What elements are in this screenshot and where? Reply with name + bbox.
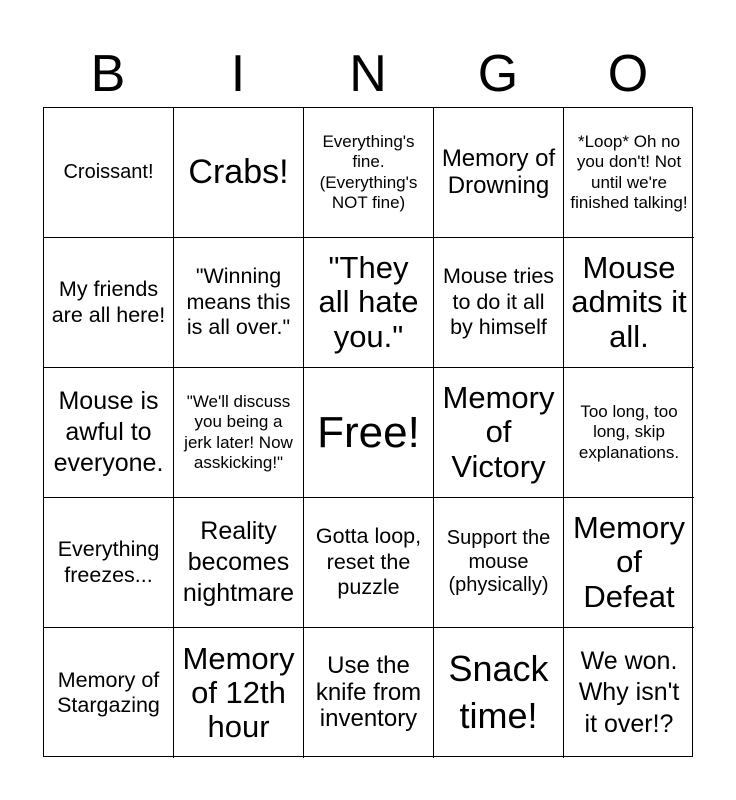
bingo-cell[interactable]: Crabs! bbox=[174, 108, 304, 238]
bingo-cell[interactable]: Gotta loop, reset the puzzle bbox=[304, 498, 434, 628]
header-letter-n: N bbox=[349, 45, 387, 103]
header-letter-o: O bbox=[607, 45, 649, 103]
bingo-cell[interactable]: Memory of Drowning bbox=[434, 108, 564, 238]
bingo-cell[interactable]: My friends are all here! bbox=[44, 238, 174, 368]
bingo-cell[interactable]: "Winning means this is all over." bbox=[174, 238, 304, 368]
bingo-cell[interactable]: "We'll discuss you being a jerk later! Now asskicking!" bbox=[174, 368, 304, 498]
bingo-cell[interactable]: Too long, too long, skip explanations. bbox=[564, 368, 694, 498]
bingo-cell[interactable]: Mouse admits it all. bbox=[564, 238, 694, 368]
bingo-cell[interactable]: Everything freezes... bbox=[44, 498, 174, 628]
bingo-header bbox=[43, 44, 693, 104]
bingo-card-grid bbox=[43, 107, 693, 757]
bingo-cell[interactable]: Snack time! bbox=[434, 628, 564, 758]
bingo-cell[interactable]: Memory of 12th hour bbox=[174, 628, 304, 758]
bingo-cell[interactable]: Memory of Defeat bbox=[564, 498, 694, 628]
bingo-cell[interactable]: "They all hate you." bbox=[304, 238, 434, 368]
bingo-cell[interactable]: Reality becomes nightmare bbox=[174, 498, 304, 628]
bingo-cell[interactable]: We won. Why isn't it over!? bbox=[578, 647, 680, 738]
free-space[interactable]: Free! bbox=[304, 368, 434, 498]
header-letter-i: I bbox=[230, 45, 246, 103]
bingo-cell[interactable]: *Loop* Oh no you don't! Not until we're finished talking! bbox=[564, 108, 694, 238]
bingo-cell[interactable]: Memory of Stargazing bbox=[44, 628, 174, 758]
bingo-cell[interactable]: Croissant! bbox=[44, 108, 174, 238]
bingo-cell[interactable]: Everything's fine. (Everything's NOT fine) bbox=[304, 108, 434, 238]
header-letter-g: G bbox=[477, 45, 519, 103]
bingo-cell[interactable]: Mouse tries to do it all by himself bbox=[434, 238, 564, 368]
bingo-cell[interactable]: Memory of Victory bbox=[434, 368, 564, 498]
bingo-cell[interactable]: Mouse is awful to everyone. bbox=[44, 368, 174, 498]
header-letter-b: B bbox=[90, 45, 126, 103]
bingo-cell[interactable]: Use the knife from inventory bbox=[304, 628, 434, 758]
bingo-cell[interactable]: Support the mouse (physically) bbox=[434, 498, 564, 628]
